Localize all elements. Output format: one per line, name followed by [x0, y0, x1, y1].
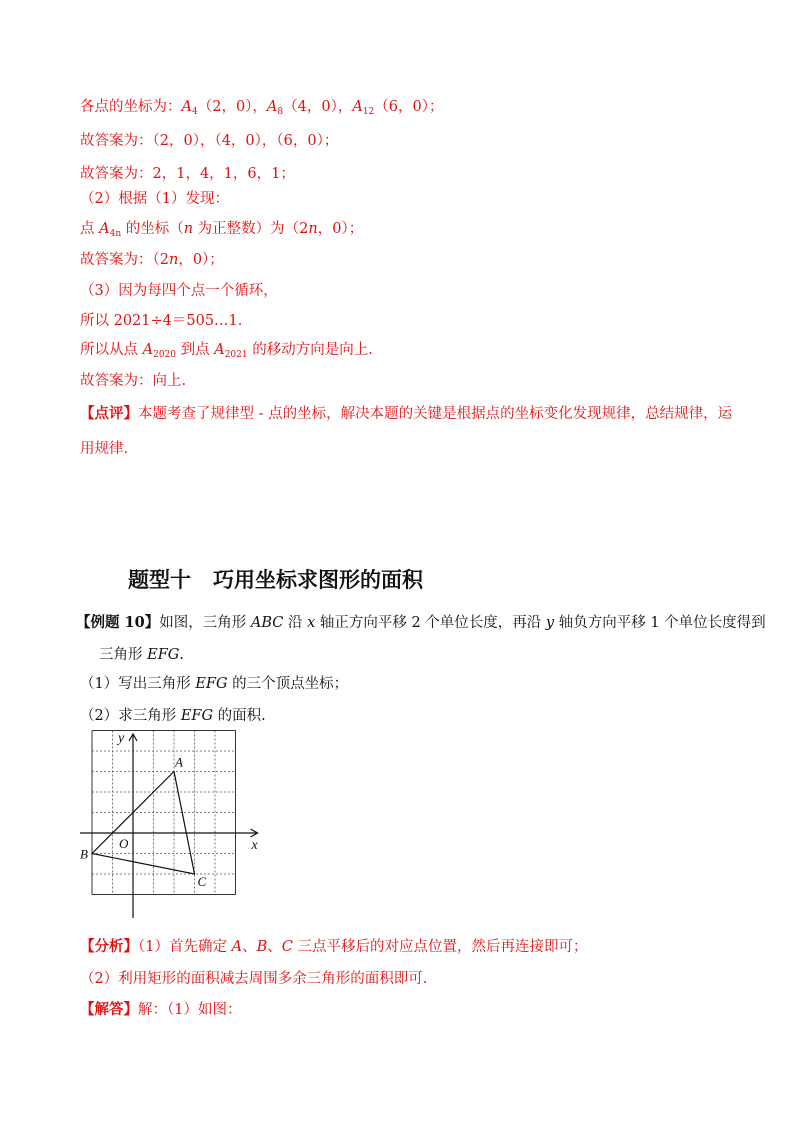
example-tag: 【例题 10】: [76, 614, 160, 631]
y-axis-label: y: [118, 731, 125, 746]
axes: [80, 734, 258, 918]
point-b-label: B: [80, 846, 88, 862]
analysis-line-2: （2）利用矩形的面积减去周围多余三角形的面积即可.: [80, 971, 428, 987]
solution-line-1: 各点的坐标为：$A_4(2$，0），$A_8(4$，0），$A_{12}(6$，0）；: [80, 99, 444, 117]
point-a-label: A: [175, 754, 183, 770]
answer-line-1: 【解答】解：（1）如图：: [80, 1001, 242, 1018]
solution-line-2: 故答案为：（2，0），（4，0），（6，0）；: [80, 133, 339, 149]
solution-line-7: （3）因为每四个点一个循环，: [80, 283, 278, 299]
section-label: 题型十: [128, 568, 191, 592]
solution-line-9: 所以从点 $A_{2020}$ 到点 $A_{2021}$ 的移动方向是向上.: [80, 342, 373, 360]
example-line-1: 【例题 10】如图，三角形 ABC 沿 x 轴正方向平移 2 个单位长度，再沿 y 轴负方向平移 1 个单位长度得到: [76, 614, 766, 631]
analysis-tag: 【分析】: [80, 938, 138, 955]
point-c-label: C: [197, 874, 207, 889]
review-tag: 【点评】: [80, 405, 138, 422]
solution-line-10: 故答案为：向上.: [80, 373, 187, 389]
example-line-2: 三角形 EFG.: [99, 647, 184, 663]
solution-line-8: 所以 2021÷4＝505…1.: [80, 313, 243, 329]
review-line-1: 【点评】本题考查了规律型 - 点的坐标，解决本题的关键是根据点的坐标变化发现规律，总结规律，运: [80, 405, 733, 422]
section-title: 巧用坐标求图形的面积: [213, 568, 423, 592]
section-heading: [128, 564, 423, 594]
grid-lines: [92, 731, 236, 895]
triangle-abc: [92, 772, 195, 875]
origin-label: O: [119, 836, 129, 851]
example-question-2: （2）求三角形 EFG 的面积.: [80, 708, 266, 724]
analysis-line-1: 【分析】（1）首先确定 A、B、C 三点平移后的对应点位置，然后再连接即可；: [80, 938, 588, 955]
solution-line-3: 故答案为：2，1，4，1，6，1；: [80, 166, 295, 182]
solution-line-6: 故答案为：（2n，0）；: [80, 252, 224, 268]
review-line-2: 用规律.: [80, 441, 129, 457]
answer-tag: 【解答】: [80, 1001, 138, 1018]
solution-line-4: （2）根据（1）发现：: [80, 191, 229, 207]
coordinate-grid-figure: [76, 728, 276, 918]
solution-line-5: 点 $A_{4n}$ 的坐标（n 为正整数）为（2n，0）；: [80, 221, 364, 239]
example-question-1: （1）写出三角形 EFG 的三个顶点坐标；: [80, 676, 349, 692]
x-axis-label: x: [251, 838, 258, 853]
